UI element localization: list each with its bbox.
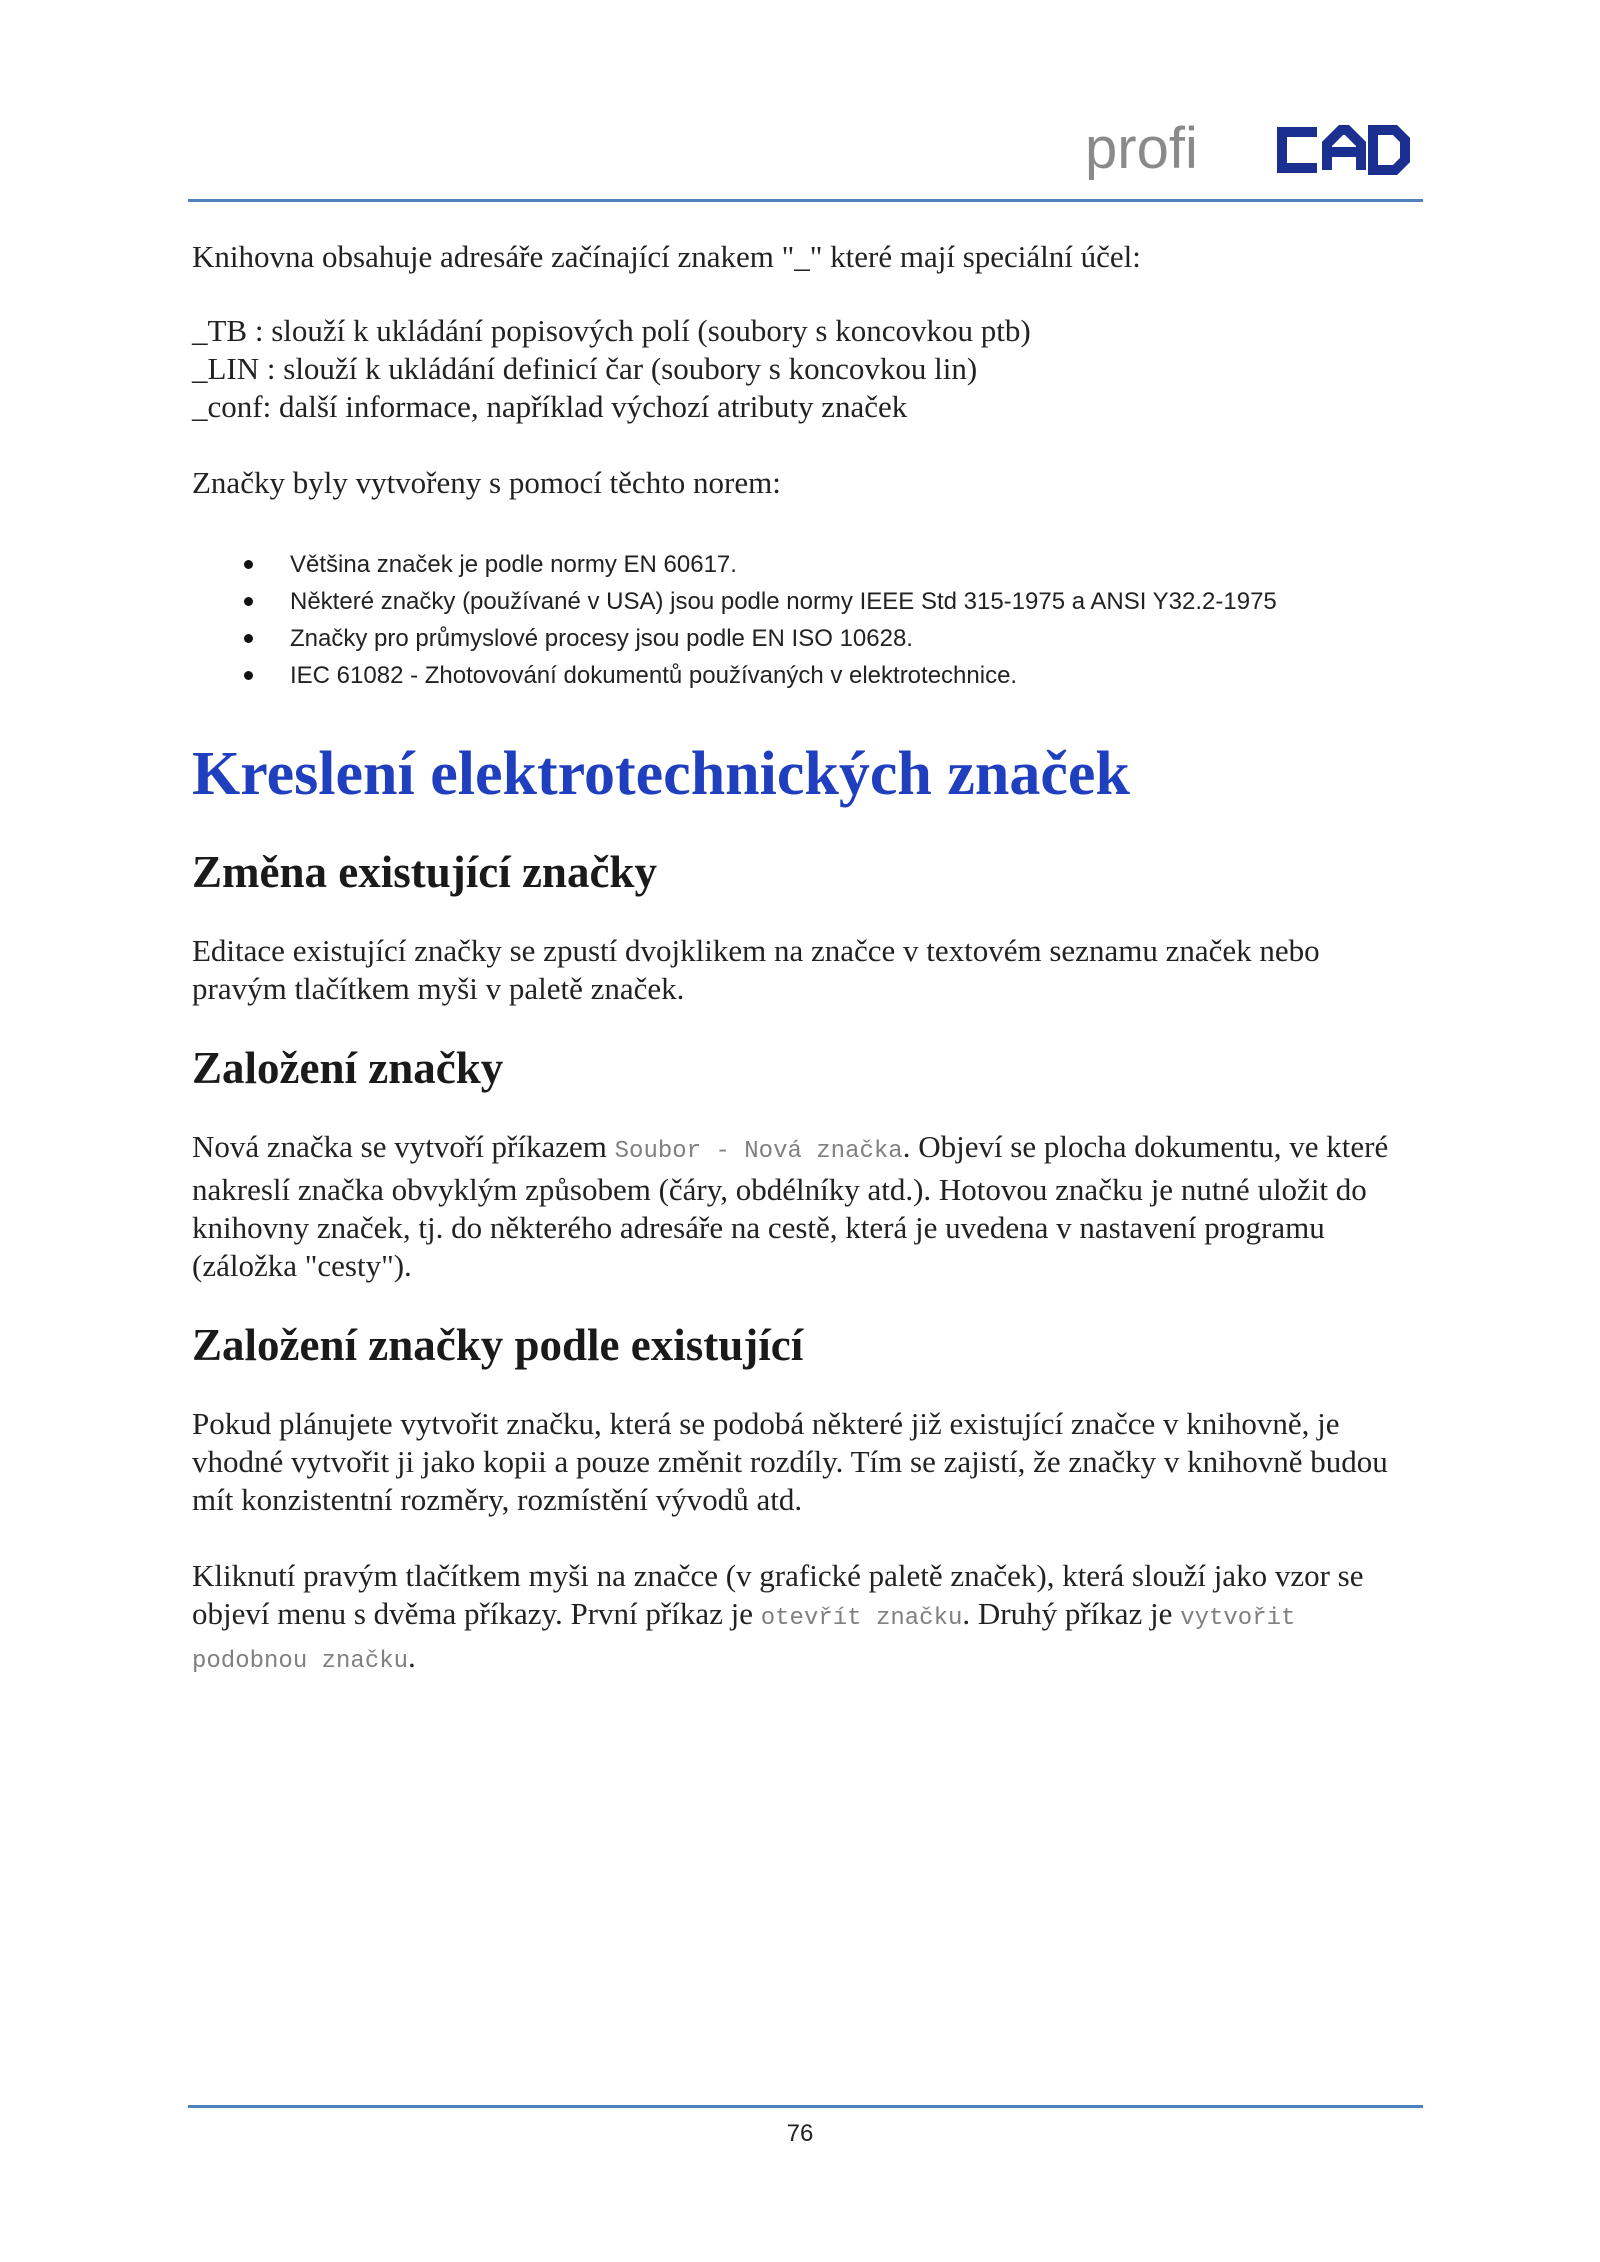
norm-text: Většina značek je podle normy EN 60617.	[290, 551, 737, 578]
section-heading-edit: Změna existující značky	[192, 847, 657, 897]
header-rule	[188, 199, 1423, 202]
text-run: Kliknutí pravým tlačítkem myši na značce (v grafické paletě značek), která slouží jako vzor se objeví menu s dvěma příkazy. První příkaz je	[192, 1558, 1364, 1631]
footer-rule	[188, 2105, 1423, 2108]
text-run: . Druhý příkaz je	[962, 1596, 1181, 1631]
dir-conf: _conf: další informace, například výchozí atributy značek	[192, 389, 908, 424]
list-item	[192, 657, 1420, 694]
text-run: .	[408, 1639, 416, 1674]
section-create-from-text-2	[192, 1557, 1420, 1681]
section-create-text	[192, 1128, 1420, 1285]
main-heading: Kreslení elektrotechnických značek	[192, 740, 1130, 808]
page-content	[192, 238, 1420, 1681]
bullet-icon	[244, 597, 253, 606]
logo-cad-mark	[1282, 130, 1405, 170]
section-edit-text: Editace existující značky se zpustí dvojklikem na značce v textovém seznamu značek nebo pravým tlačítkem myši v paletě značek.	[192, 933, 1320, 1006]
page-number: 76	[786, 2120, 814, 2147]
section-create-from-text: Pokud plánujete vytvořit značku, která se podobá některé již existující značce v knihovně, je vhodné vytvořit ji jako kopii a pouze změnit rozdíly. Tím se zajistí, že značky v knihovně budou mít konzistentní rozměry, rozmístění vývodů atd.	[192, 1406, 1388, 1517]
proficad-logo	[1085, 108, 1415, 188]
list-item	[192, 620, 1420, 657]
list-item	[192, 546, 1420, 583]
norms-intro: Značky byly vytvořeny s pomocí těchto norem:	[192, 465, 781, 500]
dir-tb: _TB : slouží k ukládání popisových polí (soubory s koncovkou ptb)	[192, 313, 1031, 348]
intro-paragraph: Knihovna obsahuje adresáře začínající znakem "_" které mají speciální účel:	[192, 239, 1141, 274]
list-item	[192, 583, 1420, 620]
bullet-icon	[244, 671, 253, 680]
norm-text: IEC 61082 - Zhotovování dokumentů používaných v elektrotechnice.	[290, 662, 1018, 689]
section-heading-create: Založení značky	[192, 1043, 504, 1093]
text-run: Nová značka se vytvoří příkazem	[192, 1129, 615, 1164]
dir-lin: _LIN : slouží k ukládání definicí čar (soubory s koncovkou lin)	[192, 351, 978, 386]
command-new-symbol: Soubor - Nová značka	[614, 1138, 903, 1165]
command-open-symbol: otevřít značku	[760, 1605, 963, 1632]
command-create-similar: vytvořit podobnou značku	[192, 1605, 1296, 1675]
logo-text-profi: profi	[1085, 116, 1198, 181]
text-run: . Objeví se plocha dokumentu, ve které nakreslí značka obvyklým způsobem (čáry, obdélníky atd.). Hotovou značku je nutné uložit do knihovny značek, tj. do některého adresáře na cestě, která je uvedena v nastavení programu (záložka "cesty").	[192, 1129, 1389, 1283]
norm-text: Některé značky (používané v USA) jsou podle normy IEEE Std 315-1975 a ANSI Y32.2-1975	[290, 588, 1277, 615]
bullet-icon	[244, 634, 253, 643]
special-directories	[192, 312, 1420, 426]
norms-list	[192, 546, 1420, 694]
norm-text: Značky pro průmyslové procesy jsou podle EN ISO 10628.	[290, 625, 913, 652]
section-heading-create-from: Založení značky podle existující	[192, 1320, 804, 1370]
bullet-icon	[244, 560, 253, 569]
